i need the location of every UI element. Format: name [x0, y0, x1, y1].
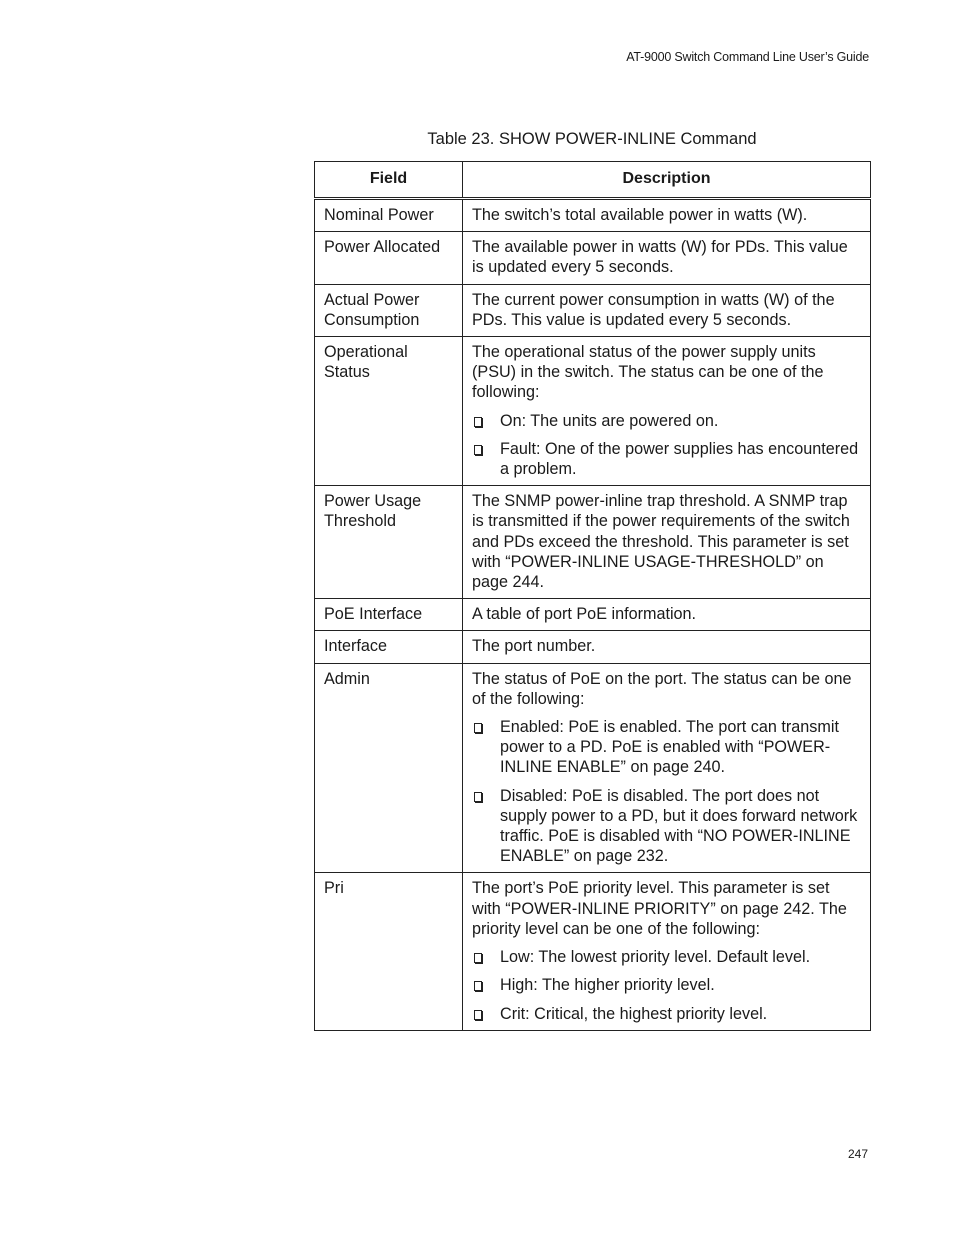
table-row: [315, 631, 871, 663]
column-header-field: Field: [315, 162, 463, 199]
description-text: The switch’s total available power in watts (W).: [472, 206, 808, 224]
table-row: [315, 337, 871, 486]
field-cell: PoE Interface: [315, 599, 463, 631]
checkbox-bullet-icon: [474, 953, 482, 963]
field-cell: Power Allocated: [315, 232, 463, 284]
option-text: Disabled: PoE is disabled. The port does not supply power to a PD, but it does forward network traffic. PoE is disabled with “NO POWER-INLINE ENABLE” on page 232.: [500, 786, 858, 866]
table-row: [315, 232, 871, 284]
description-cell: [463, 232, 871, 284]
table-row: [315, 486, 871, 599]
description-cell: [463, 663, 871, 873]
table-row: [315, 284, 871, 336]
description-text: The port’s PoE priority level. This parameter is set with “POWER-INLINE PRIORITY” on page 242. The priority level can be one of the following:: [472, 879, 847, 938]
table-row: [315, 873, 871, 1030]
field-cell: Pri: [315, 873, 463, 1030]
checkbox-bullet-icon: [474, 445, 482, 455]
page-number: 247: [847, 1147, 868, 1161]
checkbox-bullet-icon: [474, 981, 482, 991]
option-text: Low: The lowest priority level. Default level.: [500, 948, 811, 967]
description-text: The status of PoE on the port. The status can be one of the following:: [472, 669, 852, 708]
description-text: The operational status of the power supply units (PSU) in the switch. The status can be one of the following:: [472, 343, 824, 402]
option-text: Enabled: PoE is enabled. The port can transmit power to a PD. PoE is enabled with “POWER-INLINE ENABLE” on page 240.: [500, 718, 839, 777]
table-caption: Table 23. SHOW POWER-INLINE Command: [427, 130, 757, 148]
description-cell: [463, 873, 871, 1030]
description-cell: [463, 486, 871, 599]
option-item: [472, 975, 861, 995]
description-cell: [463, 199, 871, 232]
checkbox-bullet-icon: [474, 417, 482, 427]
table-header-row: [315, 162, 871, 199]
field-cell: Interface: [315, 631, 463, 663]
description-cell: [463, 284, 871, 336]
running-header: AT-9000 Switch Command Line User’s Guide: [626, 50, 869, 64]
option-text: High: The higher priority level.: [500, 976, 715, 995]
option-text: Fault: One of the power supplies has encountered a problem.: [500, 439, 859, 479]
checkbox-bullet-icon: [474, 723, 482, 733]
option-text: Crit: Critical, the highest priority level.: [500, 1004, 768, 1023]
command-fields-table: [314, 161, 871, 1031]
field-cell: Operational Status: [315, 337, 463, 486]
option-item: [472, 717, 861, 778]
option-item: [472, 786, 861, 867]
description-cell: [463, 599, 871, 631]
table-row: [315, 663, 871, 873]
option-list: [472, 947, 861, 1024]
field-cell: Power Usage Threshold: [315, 486, 463, 599]
checkbox-bullet-icon: [474, 792, 482, 802]
option-list: [472, 411, 861, 480]
description-cell: [463, 631, 871, 663]
field-cell: Admin: [315, 663, 463, 873]
field-cell: Actual Power Consumption: [315, 284, 463, 336]
option-list: [472, 717, 861, 866]
field-cell: Nominal Power: [315, 199, 463, 232]
table-row: [315, 599, 871, 631]
option-item: [472, 439, 861, 479]
description-text: The available power in watts (W) for PDs. This value is updated every 5 seconds.: [472, 238, 848, 277]
description-text: The current power consumption in watts (W) of the PDs. This value is updated every 5 seconds.: [472, 290, 835, 329]
description-text: A table of port PoE information.: [472, 605, 697, 624]
option-item: [472, 1004, 861, 1024]
option-text: On: The units are powered on.: [500, 411, 719, 430]
description-text: The SNMP power-inline trap threshold. A SNMP trap is transmitted if the power requirements of the switch and PDs exceed the threshold. This parameter is set with “POWER-INLINE USAGE-THRESHOLD” on page 244.: [472, 492, 850, 592]
description-cell: [463, 337, 871, 486]
option-item: [472, 411, 861, 431]
checkbox-bullet-icon: [474, 1010, 482, 1020]
column-header-description: Description: [463, 162, 871, 199]
table-row: [315, 199, 871, 232]
option-item: [472, 947, 861, 967]
description-text: The port number.: [472, 637, 596, 656]
